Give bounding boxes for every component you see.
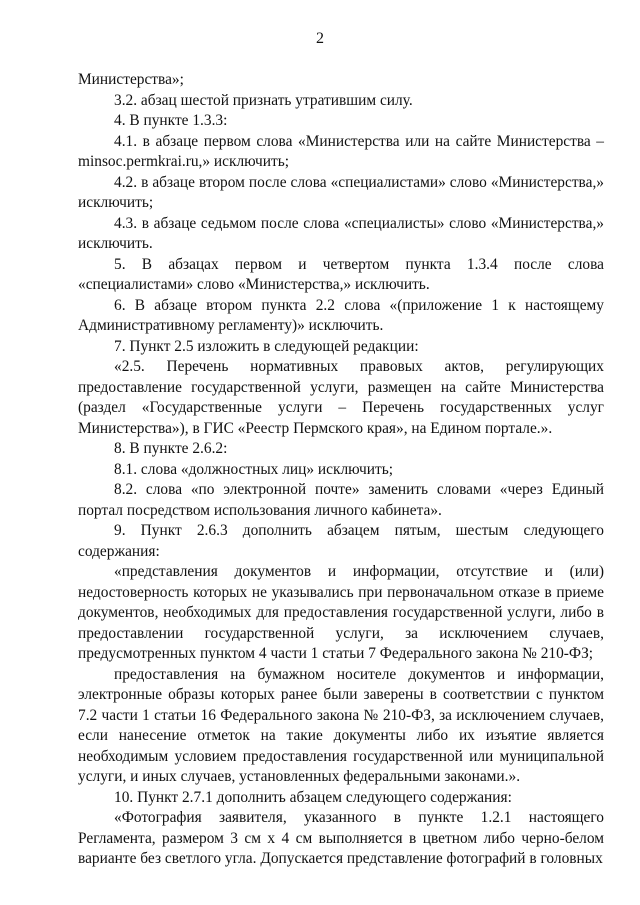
paragraph: 4.2. в абзаце втором после слова «специалистами» слово «Министерства,» исключить; — [78, 173, 604, 211]
paragraph: 8. В пункте 2.6.2: — [114, 440, 228, 457]
paragraph: «Фотография заявителя, указанного в пункте 1.2.1 настоящего Регламента, размером 3 см х 4 см выполняется в цветном либо черно-белом варианте без светлого угла. Допускается представление фотографий в головных — [78, 809, 604, 867]
paragraph: 4. В пункте 1.3.3: — [114, 112, 228, 129]
paragraph: «2.5. Перечень нормативных правовых актов, регулирующих предоставление государственной услуги, размещен на сайте Министерства (раздел «Государственные услуги – Перечень государственных услуг Министерства»), в ГИС «Реестр Пермского края», на Едином портале.». — [78, 358, 604, 437]
paragraph: 4.1. в абзаце первом слова «Министерства или на сайте Министерства – minsoc.permkrai.ru,» исключить; — [78, 132, 604, 170]
paragraph: 5. В абзацах первом и четвертом пункта 1.3.4 после слова «специалистами» слово «Министерства,» исключить. — [78, 255, 604, 293]
paragraph: 8.2. слова «по электронной почте» заменить словами «через Единый портал посредством использования личного кабинета». — [78, 481, 604, 519]
paragraph: предоставления на бумажном носителе документов и информации, электронные образы которых ранее были заверены в соответствии с пунктом 7.2 части 1 статьи 16 Федерального закона № 210-ФЗ, за исключением случаев, если нанесение отметок на такие документы либо их изъятие является необходимым условием предоставления государственной или муниципальной услуги, и иных случаев, установленных федеральными законами.». — [78, 665, 604, 785]
paragraph: 4.3. в абзаце седьмом после слова «специалисты» слово «Министерства,» исключить. — [78, 214, 604, 252]
page-number: 2 — [316, 30, 324, 47]
document-body — [78, 70, 604, 870]
paragraph: 9. Пункт 2.6.3 дополнить абзацем пятым, шестым следующего содержания: — [78, 522, 604, 560]
paragraph: 10. Пункт 2.7.1 дополнить абзацем следующего содержания: — [114, 788, 512, 806]
paragraph: Министерства»; — [78, 71, 184, 88]
paragraph: 8.1. слова «должностных лиц» исключить; — [114, 460, 394, 478]
paragraph: «представления документов и информации, отсутствие и (или) недостоверность которых не указывались при первоначальном отказе в приеме документов, необходимых для предоставления государственной услуги, либо в предоставлении государственной услуги, за исключением случаев, предусмотренных пунктом 4 части 1 статьи 7 Федерального закона № 210-ФЗ; — [78, 563, 604, 662]
paragraph: 6. В абзаце втором пункта 2.2 слова «(приложение 1 к настоящему Административному регламенту)» исключить. — [78, 296, 604, 334]
paragraph: 3.2. абзац шестой признать утратившим силу. — [114, 91, 413, 109]
paragraph: 7. Пункт 2.5 изложить в следующей редакции: — [114, 337, 419, 355]
